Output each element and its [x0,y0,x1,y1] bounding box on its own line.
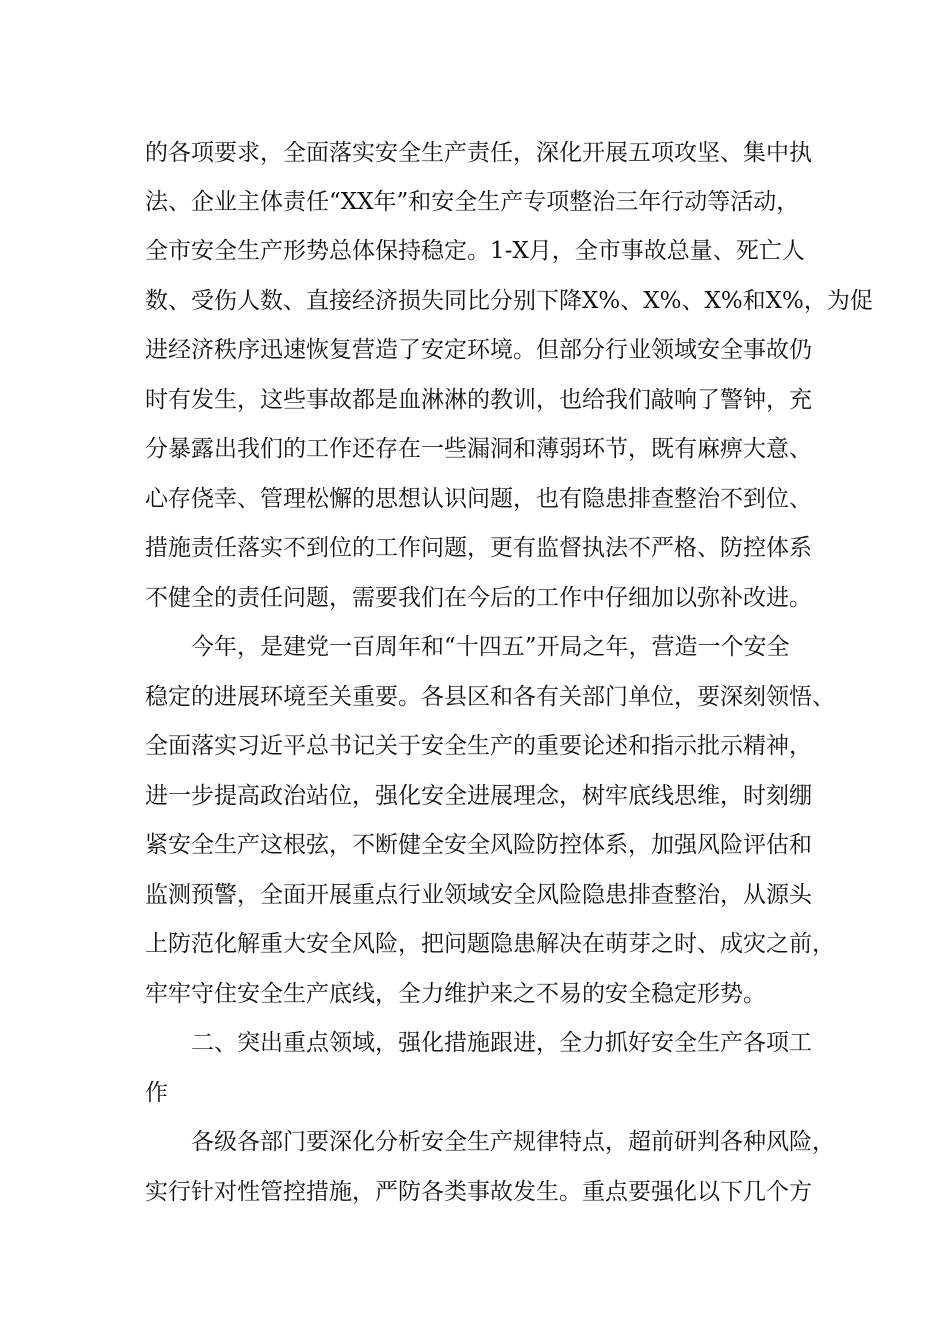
text-line: 的各项要求，全面落实安全生产责任，深化开展五项攻坚、集中执 [145,140,812,166]
text-line: 牢牢守住安全生产底线，全力维护来之不易的安全稳定形势。 [145,981,766,1007]
text-line: 紧安全生产这根弦，不断健全安全风险防控体系，加强风险评估和 [145,832,812,858]
text-line: 进经济秩序迅速恢复营造了安定环境。但部分行业领域安全事故仍 [145,337,812,363]
section-heading: 二、突出重点领域，强化措施跟进，全力抓好安全生产各项工 [191,1030,812,1056]
text-line: 进一步提高政治站位，强化安全进展理念，树牢底线思维，时刻绷 [145,783,812,809]
text-line: 上防范化解重大安全风险，把问题隐患解决在萌芽之时、成灾之前， [145,931,835,957]
text-line: 全市安全生产形势总体保持稳定。1-X月，全市事故总量、死亡人 [145,238,805,264]
text-line: 监测预警，全面开展重点行业领域安全风险隐患排查整治，从源头 [145,882,812,908]
section-heading-continuation: 作 [145,1080,168,1106]
text-line: 全面落实习近平总书记关于安全生产的重要论述和指示批示精神， [145,733,812,759]
text-line: 分暴露出我们的工作还存在一些漏洞和薄弱环节，既有麻痹大意、 [145,436,812,462]
paragraph-first-line: 今年，是建党一百周年和“十四五”开局之年，营造一个安全 [191,634,790,660]
text-line: 不健全的责任问题，需要我们在今后的工作中仔细加以弥补改进。 [145,585,812,611]
paragraph-first-line: 各级各部门要深化分析安全生产规律特点，超前研判各种风险， [191,1129,835,1155]
text-line: 实行针对性管控措施，严防各类事故发生。重点要强化以下几个方 [145,1179,812,1205]
text-line: 时有发生，这些事故都是血淋淋的教训，也给我们敲响了警钟，充 [145,387,812,413]
text-line: 稳定的进展环境至关重要。各县区和各有关部门单位，要深刻领悟、 [145,684,835,710]
text-line: 数、受伤人数、直接经济损失同比分别下降X%、X%、X%和X%，为促 [145,288,873,314]
text-line: 法、企业主体责任“XX年”和安全生产专项整治三年行动等活动， [145,189,800,215]
text-line: 措施责任落实不到位的工作问题，更有监督执法不严格、防控体系 [145,535,812,561]
text-line: 心存侥幸、管理松懈的思想认识问题，也有隐患排查整治不到位、 [145,486,812,512]
